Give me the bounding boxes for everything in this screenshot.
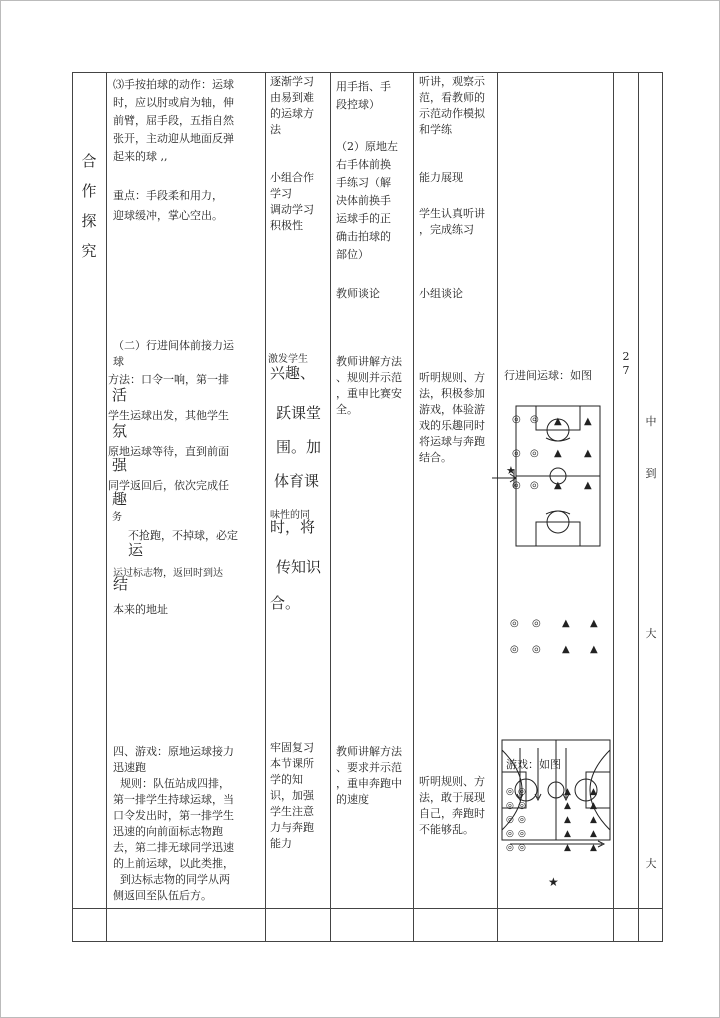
table-border — [72, 72, 73, 942]
svg-text:▲: ▲ — [554, 448, 562, 459]
section-label-char: 合 — [81, 152, 97, 170]
table-border — [72, 908, 662, 909]
svg-text:▲: ▲ — [564, 801, 571, 811]
content-title: （二）行进间体前接力运 球 — [113, 339, 234, 368]
svg-text:▲: ▲ — [590, 843, 597, 853]
table-border — [638, 72, 639, 942]
svg-text:◎: ◎ — [530, 448, 539, 459]
diagram-label: 行进间运球：如图 — [504, 369, 592, 382]
student-text: 小组谈论 — [419, 287, 463, 300]
svg-text:▲: ▲ — [564, 815, 571, 825]
svg-text:◎: ◎ — [506, 815, 514, 825]
content-text: ⑶手按拍球的动作：运球 时，应以肘或肩为轴，伸 前臂，屈手段，五指自然 张开，主动迎从地面反弹 起来的球 ,, — [113, 78, 234, 163]
content-text: 四、游戏：原地运球接力 迅速跑 规则：队伍站成四排， 第一排学生持球运球，当 口令发出时，第一排学生 迅速的向前面标志物跑 去，第二排无球同学迅速 的上前运球，以此类推， 到达标志物的同学从两 侧返回至队伍后方。 — [113, 745, 234, 902]
content-big-char: 强 — [112, 456, 128, 474]
intensity-text: 大 — [645, 627, 657, 640]
svg-text:▲: ▲ — [554, 416, 562, 427]
student-text: 学生认真听讲 ，完成练习 — [419, 207, 485, 236]
teacher-text: 教师谈论 — [336, 287, 380, 300]
svg-text:◎: ◎ — [512, 448, 521, 459]
svg-text:▲: ▲ — [564, 843, 571, 853]
teacher-text: 教师讲解方法 、规则并示范 ，重申比赛安 全。 — [336, 355, 402, 416]
svg-text:◎: ◎ — [518, 787, 526, 797]
content-line: 不抢跑，不掉球，必定 — [128, 529, 238, 542]
intensity-text: 中 — [645, 415, 657, 428]
svg-text:◎: ◎ — [510, 618, 519, 629]
purpose-big: 时，将 — [270, 518, 316, 536]
content-line: 运过标志物，返回时到达 — [113, 568, 223, 579]
purpose-big: 兴趣、 — [270, 364, 316, 382]
table-border — [330, 72, 331, 942]
svg-text:▲: ▲ — [590, 801, 597, 811]
student-text: 听讲，观察示 范，看教师的 示范动作模拟 和学练 — [419, 75, 485, 136]
svg-text:★: ★ — [506, 464, 516, 477]
table-border — [413, 72, 414, 942]
svg-text:▲: ▲ — [564, 829, 571, 839]
svg-text:◎: ◎ — [518, 801, 526, 811]
content-big-char: 氛 — [112, 422, 128, 440]
svg-text:◎: ◎ — [506, 801, 514, 811]
diagram-label: 游戏：如图 — [506, 758, 561, 771]
section-label-char: 探 — [81, 212, 97, 230]
purpose-text: 小组合作 学习 调动学习 积极性 — [270, 171, 314, 232]
purpose-small: 激发学生 — [268, 354, 308, 365]
intensity-text: 大 — [645, 857, 657, 870]
svg-text:◎: ◎ — [506, 829, 514, 839]
student-text: 听明规则、方 法，敢于展现 自己，奔跑时 不能够乱。 — [419, 775, 485, 836]
content-big-char: 趣 — [112, 490, 128, 508]
svg-text:▲: ▲ — [564, 787, 571, 797]
table-border — [72, 941, 662, 942]
student-text: 听明规则、方 法，积极参加 游戏，体验游 戏的乐趣同时 将运球与奔跑 结合。 — [419, 371, 485, 464]
svg-text:◎: ◎ — [518, 829, 526, 839]
svg-text:◎: ◎ — [530, 480, 539, 491]
content-line: 学生运球出发，其他学生 — [108, 409, 229, 422]
svg-text:▲: ▲ — [584, 448, 592, 459]
purpose-text: 逐渐学习 由易到难 的运球方 法 — [270, 75, 314, 136]
svg-text:▲: ▲ — [590, 787, 597, 797]
teacher-text: （2）原地左 右手体前换 手练习（解 决体前换手 运球手的正 确击拍球的 部位） — [336, 140, 398, 261]
purpose-big: 体育课 — [274, 472, 320, 490]
purpose-small: 味性的同 — [270, 510, 310, 521]
svg-text:▲: ▲ — [590, 829, 597, 839]
table-border — [265, 72, 266, 942]
svg-text:▲: ▲ — [590, 815, 597, 825]
table-border — [106, 72, 107, 942]
content-line: 同学返回后，依次完成任 — [108, 479, 229, 492]
svg-text:◎: ◎ — [512, 414, 521, 425]
svg-text:◎: ◎ — [518, 843, 526, 853]
key-point-text: 重点：手段柔和用力， 迎球缓冲，掌心空出。 — [113, 189, 223, 222]
purpose-big: 传知识 — [276, 558, 322, 576]
svg-text:▲: ▲ — [584, 480, 592, 491]
svg-text:◎: ◎ — [506, 843, 514, 853]
game-diagram — [498, 736, 614, 892]
svg-text:▲: ▲ — [584, 416, 592, 427]
svg-text:▲: ▲ — [590, 618, 598, 629]
svg-text:◎: ◎ — [510, 644, 519, 655]
svg-text:◎: ◎ — [512, 480, 521, 491]
content-line: 原地运球等待，直到前面 — [108, 445, 229, 458]
intensity-text: 到 — [645, 467, 657, 480]
teacher-text: 用手指、手 段控球） — [336, 80, 391, 111]
svg-text:◎: ◎ — [532, 644, 541, 655]
student-text: 能力展现 — [419, 171, 463, 184]
purpose-text: 牢固复习 本节课所 学的知 识，加强 学生注意 力与奔跑 能力 — [270, 741, 314, 850]
svg-text:◎: ◎ — [532, 618, 541, 629]
purpose-big: 合。 — [270, 594, 301, 612]
svg-text:▲: ▲ — [562, 618, 570, 629]
table-border — [662, 72, 663, 942]
section-label-char: 究 — [81, 242, 97, 260]
content-big-char: 运 — [128, 541, 144, 559]
svg-text:★: ★ — [548, 875, 559, 889]
content-big-char: 结 — [113, 575, 129, 593]
svg-text:▲: ▲ — [554, 480, 562, 491]
content-small: 务 — [112, 512, 122, 523]
section-label-char: 作 — [81, 182, 97, 200]
purpose-big: 跃课堂 — [276, 404, 322, 422]
svg-text:◎: ◎ — [506, 787, 514, 797]
table-border — [72, 72, 662, 73]
teacher-text: 教师讲解方法 、要求并示范 ，重申奔跑中 的速度 — [336, 745, 402, 806]
svg-text:◎: ◎ — [518, 815, 526, 825]
dribble-diagram — [492, 400, 612, 660]
content-big-char: 活 — [112, 386, 128, 404]
svg-text:▲: ▲ — [590, 644, 598, 655]
svg-text:▲: ▲ — [562, 644, 570, 655]
time-value: 2 7 — [622, 350, 630, 377]
svg-text:◎: ◎ — [530, 414, 539, 425]
content-line: 方法：口令一响，第一排 — [108, 373, 229, 386]
content-line: 本来的地址 — [113, 603, 168, 616]
purpose-big: 围。加 — [276, 438, 322, 456]
